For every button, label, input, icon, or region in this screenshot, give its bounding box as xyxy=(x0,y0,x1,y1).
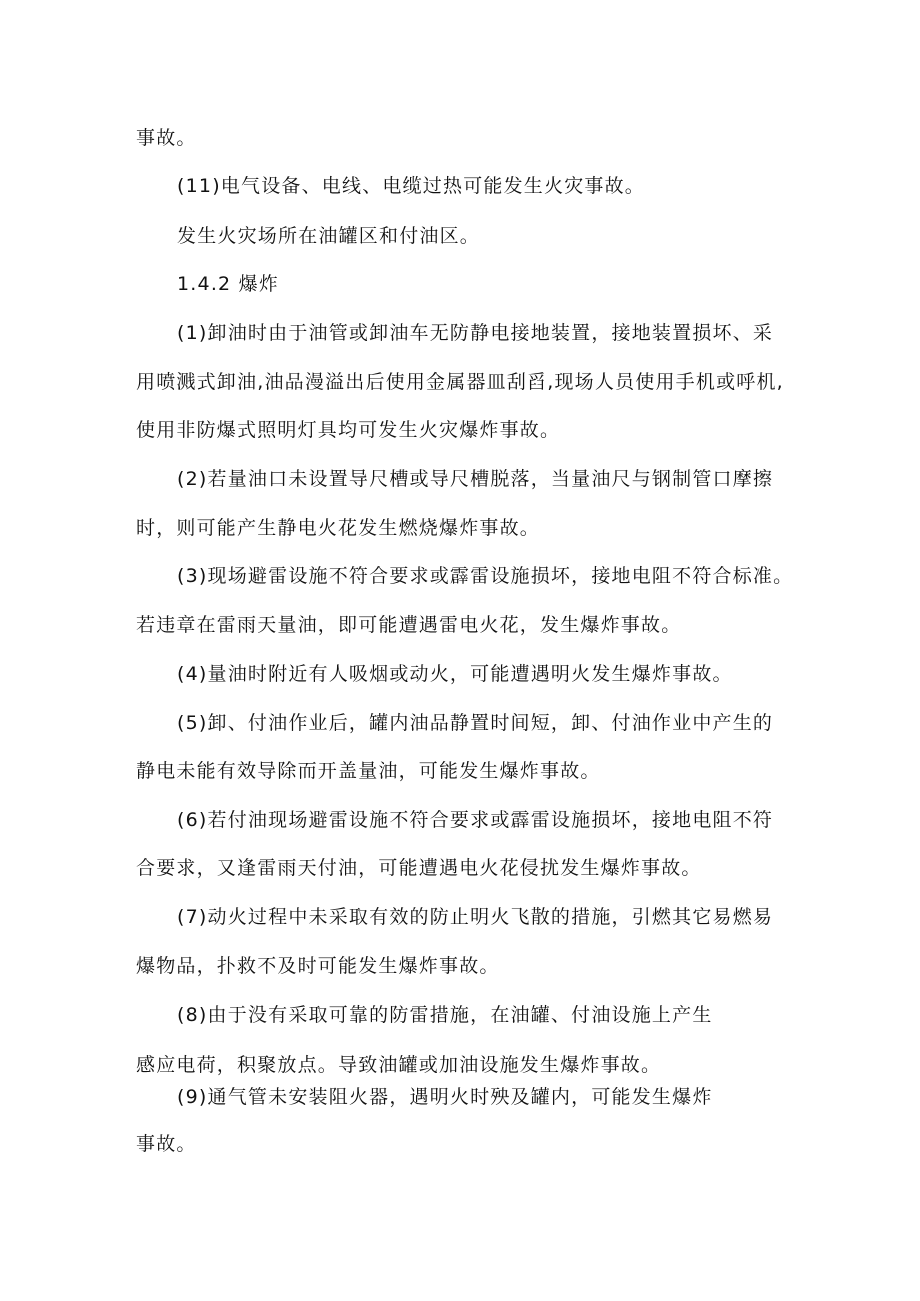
text-line-9: 时，则可能产生静电火花发生燃烧爆炸事故。 xyxy=(136,517,541,539)
text-line-22: 事故。 xyxy=(136,1133,197,1155)
section-heading: 1.4.2 爆炸 xyxy=(177,273,279,295)
text-line-15: (6)若付油现场避雷设施不符合要求或霹雷设施损坏，接地电阻不符 xyxy=(177,809,774,831)
text-line-14: 静电未能有效导除而开盖量油，可能发生爆炸事故。 xyxy=(136,760,601,782)
text-line-21: (9)通气管未安装阻火器，遇明火时殃及罐内，可能发生爆炸 xyxy=(177,1086,713,1108)
text-line-18: 爆物品，扑救不及时可能发生爆炸事故。 xyxy=(136,955,500,977)
text-line-17: (7)动火过程中未采取有效的防止明火飞散的措施，引燃其它易燃易 xyxy=(177,906,774,928)
text-line-10: (3)现场避雷设施不符合要求或霹雷设施损坏，接地电阻不符合标准。 xyxy=(177,565,794,587)
text-line-6: 用喷溅式卸油,油品漫溢出后使用金属器皿刮舀,现场人员使用手机或呼机, xyxy=(136,371,784,393)
text-line-13: (5)卸、付油作业后，罐内油品静置时间短，卸、付油作业中产生的 xyxy=(177,712,774,734)
text-line-3: 发生火灾场所在油罐区和付油区。 xyxy=(177,225,481,247)
text-line-7: 使用非防爆式照明灯具均可发生火灾爆炸事故。 xyxy=(136,419,561,441)
text-line-2: (11)电气设备、电线、电缆过热可能发生火灾事故。 xyxy=(177,175,646,197)
text-line-12: (4)量油时附近有人吸烟或动火，可能遭遇明火发生爆炸事故。 xyxy=(177,663,733,685)
text-line-5: (1)卸油时由于油管或卸油车无防静电接地装置，接地装置损坏、采 xyxy=(177,322,774,344)
text-line-19: (8)由于没有采取可靠的防雷措施，在油罐、付油设施上产生 xyxy=(177,1004,713,1026)
text-line-11: 若违章在雷雨天量油，即可能遭遇雷电火花，发生爆炸事故。 xyxy=(136,614,682,636)
text-line-1: 事故。 xyxy=(136,127,197,149)
text-line-20: 感应电荷，积聚放点。导致油罐或加油设施发生爆炸事故。 xyxy=(136,1054,662,1076)
text-line-8: (2)若量油口未设置导尺槽或导尺槽脱落，当量油尺与钢制管口摩擦 xyxy=(177,468,774,490)
text-line-16: 合要求，又逢雷雨天付油，可能遭遇电火花侵扰发生爆炸事故。 xyxy=(136,857,702,879)
